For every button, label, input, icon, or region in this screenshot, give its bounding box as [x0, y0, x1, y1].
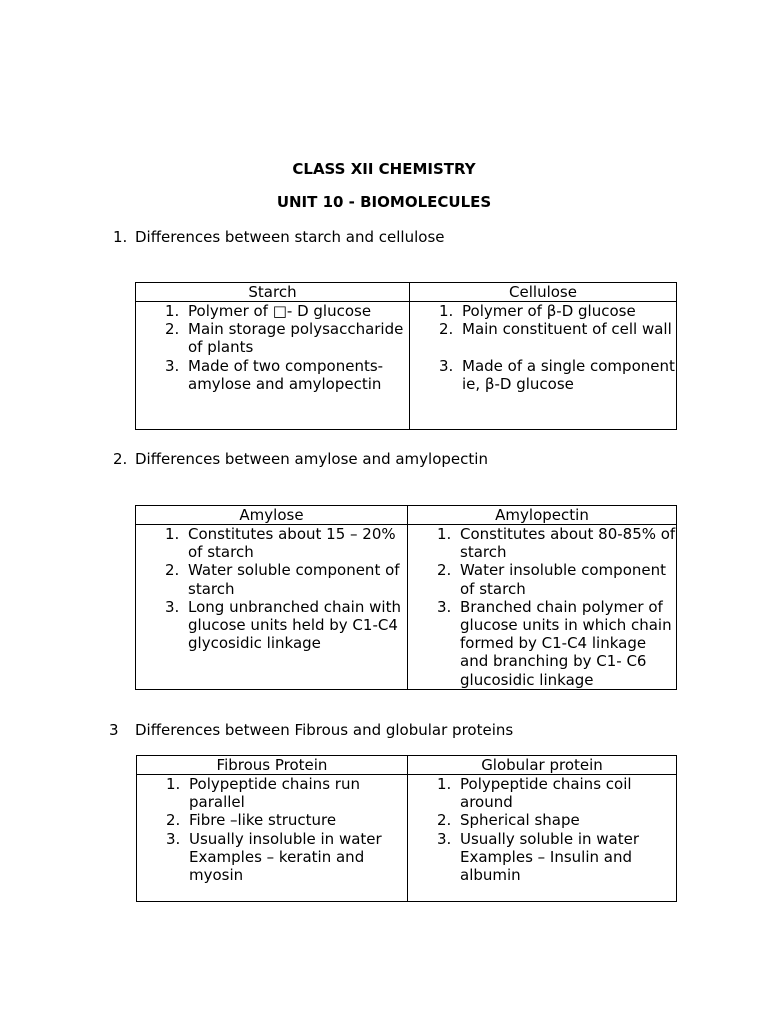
- list-item: [408, 598, 676, 689]
- item-number: 2.: [165, 561, 180, 580]
- list-item: [137, 811, 407, 829]
- column-header: Fibrous Protein: [137, 756, 408, 775]
- table-cell: [136, 525, 408, 690]
- item-number: 1.: [437, 525, 452, 543]
- table-cell: [408, 525, 677, 690]
- document-title: CLASS XII CHEMISTRY: [292, 160, 476, 178]
- column-header: Amylose: [136, 506, 408, 525]
- list-item: [410, 302, 676, 320]
- point-list: [408, 525, 676, 689]
- item-number: 3.: [439, 356, 454, 375]
- item-text: Branched chain polymer of glucose units in which chain formed by C1-C4 linkage and branching by C1- C6 glucosidic linkage: [460, 597, 672, 689]
- item-number: 2.: [166, 811, 181, 830]
- item-number: 1.: [437, 775, 452, 793]
- item-number: 3.: [165, 356, 180, 375]
- item-text: Constitutes about 15 – 20% of starch: [188, 525, 396, 562]
- list-item: [408, 830, 676, 848]
- item-text: Main storage polysaccharide of plants: [188, 320, 404, 357]
- comparison-table: [135, 282, 677, 430]
- item-number: 1.: [165, 525, 180, 543]
- item-text: Constitutes about 80-85% of starch: [460, 525, 676, 562]
- list-item: [137, 775, 407, 811]
- unit-title: UNIT 10 - BIOMOLECULES: [276, 193, 492, 211]
- list-item: [136, 561, 407, 597]
- comparison-table: [136, 755, 677, 902]
- comparison-table: [135, 505, 677, 690]
- list-item: [137, 830, 407, 848]
- section-heading-text: Differences between Fibrous and globular proteins: [135, 721, 514, 739]
- item-number: 2.: [165, 320, 180, 339]
- table-cell: [410, 302, 677, 430]
- point-list: [408, 775, 676, 848]
- list-item: [136, 357, 409, 393]
- section-heading-text: Differences between amylose and amylopectin: [135, 450, 488, 468]
- column-header: Amylopectin: [408, 506, 677, 525]
- list-item: [408, 561, 676, 597]
- table-cell: [137, 775, 408, 902]
- list-item: [408, 525, 676, 561]
- item-text: Water soluble component of starch: [188, 561, 400, 598]
- item-text: Polypeptide chains run parallel: [189, 775, 360, 812]
- section-number: 1.: [113, 228, 128, 246]
- item-number: 1.: [165, 302, 180, 320]
- examples-text: Examples – Insulin and albumin: [460, 847, 633, 885]
- list-item: [136, 598, 407, 653]
- item-number: 1.: [439, 302, 454, 320]
- item-number: 2.: [437, 561, 452, 580]
- item-text: Fibre –like structure: [189, 811, 337, 830]
- item-text: Usually soluble in water: [460, 829, 640, 848]
- list-item: [136, 302, 409, 320]
- table-cell: [408, 775, 677, 902]
- point-list: [136, 525, 407, 652]
- section-heading: [113, 228, 445, 246]
- item-number: 1.: [166, 775, 181, 793]
- list-item: [408, 775, 676, 811]
- item-text: Main constituent of cell wall: [462, 320, 672, 339]
- point-list: [136, 302, 409, 393]
- item-text: Polymer of β-D glucose: [462, 302, 636, 320]
- item-text: Made of a single component ie, β-D glucose: [462, 356, 675, 393]
- item-text: Polypeptide chains coil around: [460, 775, 632, 812]
- item-number: 3.: [165, 597, 180, 616]
- section-heading-text: Differences between starch and cellulose: [135, 228, 445, 246]
- item-number: 3.: [437, 597, 452, 616]
- point-list: [410, 302, 676, 393]
- list-item: [410, 357, 676, 393]
- point-list: [137, 775, 407, 848]
- examples-text: Examples – keratin and myosin: [189, 847, 365, 885]
- section-heading: [109, 721, 513, 739]
- item-text: Spherical shape: [460, 811, 580, 830]
- column-header: Starch: [136, 283, 410, 302]
- list-item: [408, 811, 676, 829]
- column-header: Cellulose: [410, 283, 677, 302]
- item-text: Polymer of □- D glucose: [188, 302, 372, 320]
- column-header: Globular protein: [408, 756, 677, 775]
- item-text: Long unbranched chain with glucose units held by C1-C4 glycosidic linkage: [188, 597, 401, 653]
- list-item: [136, 320, 409, 356]
- section-number: 2.: [113, 450, 128, 468]
- item-text: Made of two components- amylose and amylopectin: [188, 356, 384, 393]
- item-number: 3.: [437, 829, 452, 848]
- item-number: 2.: [437, 811, 452, 830]
- list-item: [136, 525, 407, 561]
- item-text: Usually insoluble in water: [189, 829, 382, 848]
- table-cell: [136, 302, 410, 430]
- item-text: Water insoluble component of starch: [460, 561, 666, 598]
- list-item: [410, 320, 676, 338]
- blank-line: [410, 338, 676, 356]
- section-number: 3: [109, 721, 119, 739]
- section-heading: [113, 450, 488, 468]
- item-number: 2.: [439, 320, 454, 339]
- item-number: 3.: [166, 829, 181, 848]
